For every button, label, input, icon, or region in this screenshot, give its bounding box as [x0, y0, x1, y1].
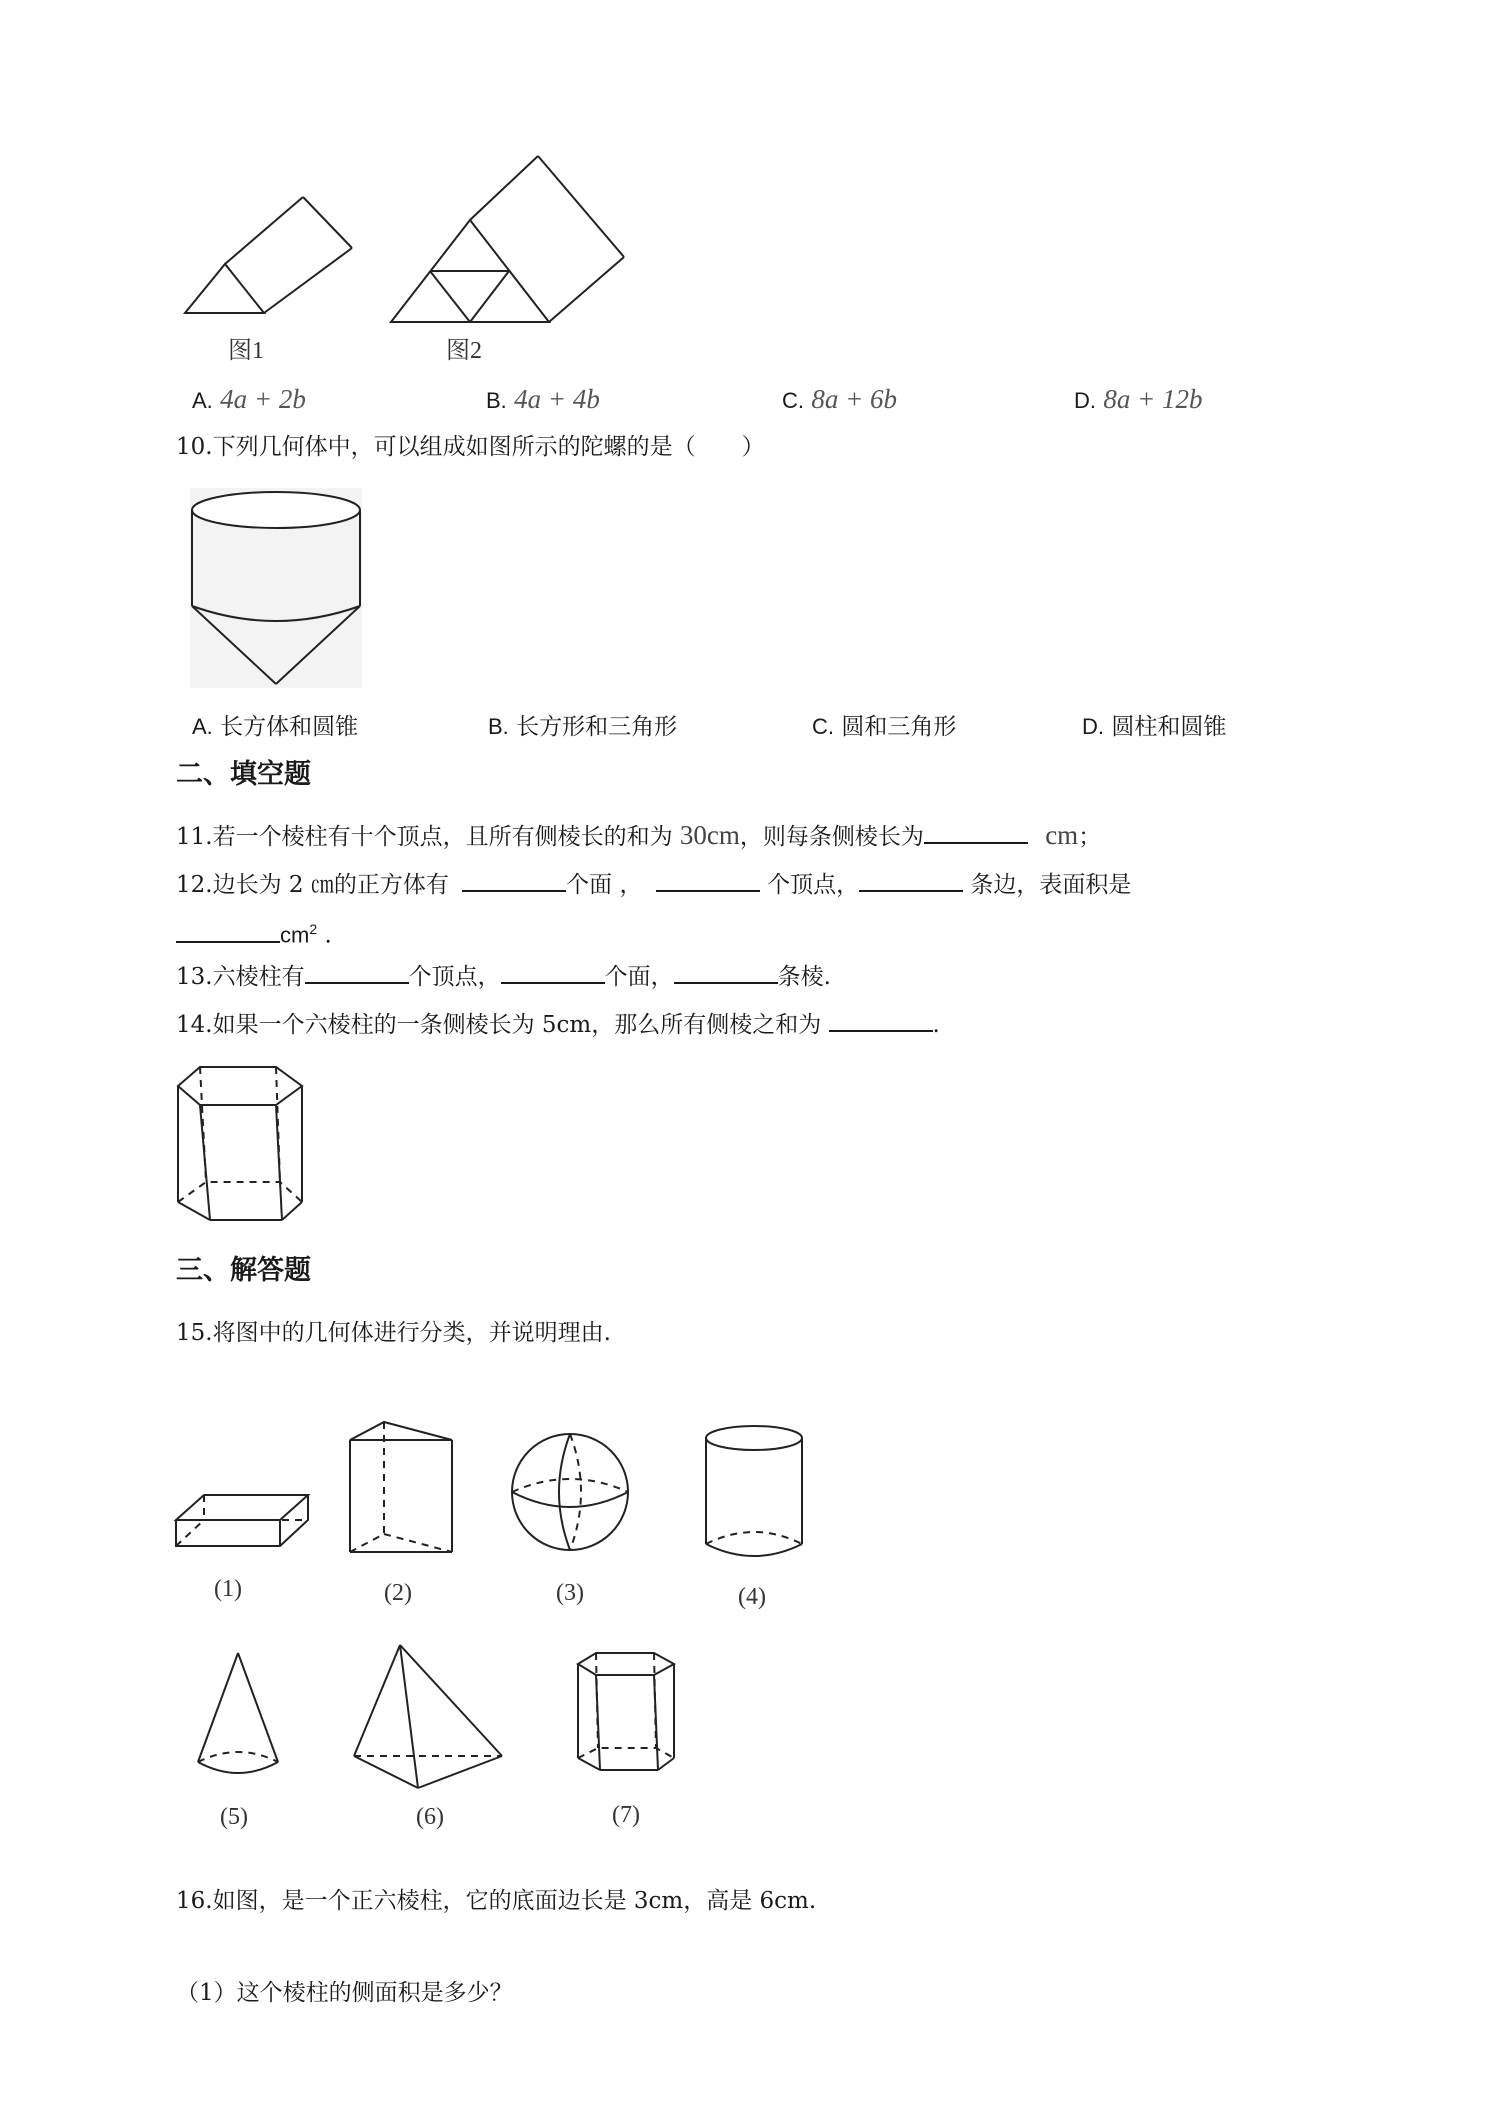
- q12-edges-blank[interactable]: [859, 868, 963, 892]
- solid-2-label: (2): [384, 1580, 412, 1606]
- hexagonal-prism-figure: [176, 1062, 316, 1228]
- solid-7-label: (7): [612, 1802, 640, 1828]
- q14-question: 14.如果一个六棱柱的一条侧棱长为 5cm，那么所有侧棱之和为 .: [176, 1008, 940, 1040]
- q13-vertices-blank[interactable]: [305, 960, 409, 984]
- q9-option-c[interactable]: C. 8a + 6b: [782, 384, 898, 414]
- q16-question: 16.如图，是一个正六棱柱，它的底面边长是 3cm，高是 6cm.: [176, 1888, 817, 1914]
- figure-1-caption: 图1: [228, 338, 264, 364]
- solid-2-triangular-prism: [348, 1418, 458, 1558]
- solid-3-sphere: [508, 1430, 632, 1554]
- solid-4-cylinder: [700, 1424, 810, 1560]
- q10-option-d[interactable]: D. 圆柱和圆锥: [1082, 714, 1227, 740]
- q13-faces-blank[interactable]: [501, 960, 605, 984]
- q11-answer-blank[interactable]: [924, 820, 1028, 844]
- solid-4-label: (4): [738, 1584, 766, 1610]
- q10-question: 10.下列几何体中，可以组成如图所示的陀螺的是（ ）: [176, 434, 765, 460]
- q9-option-a[interactable]: A. 4a + 2b: [192, 384, 306, 414]
- solid-5-label: (5): [220, 1804, 248, 1830]
- figure-2-caption: 图2: [446, 338, 482, 364]
- solid-1-label: (1): [214, 1576, 242, 1602]
- q10-option-c[interactable]: C. 圆和三角形: [812, 714, 957, 740]
- solid-1-cuboid: [174, 1492, 314, 1562]
- triangular-prism-figure-2: [388, 152, 628, 332]
- q14-answer-blank[interactable]: [829, 1008, 933, 1032]
- solid-3-label: (3): [556, 1580, 584, 1606]
- q16-subquestion-1: （1）这个棱柱的侧面积是多少？: [176, 1980, 513, 2006]
- q12-question-line2: $cm^2$ .: [176, 914, 332, 951]
- spinning-top-figure: [190, 488, 362, 688]
- q9-option-b[interactable]: B. 4a + 4b: [486, 384, 600, 414]
- q13-edges-blank[interactable]: [674, 960, 778, 984]
- q10-option-b[interactable]: B. 长方形和三角形: [488, 714, 678, 740]
- q10-option-a[interactable]: A. 长方体和圆锥: [192, 714, 359, 740]
- q12-faces-blank[interactable]: [462, 868, 566, 892]
- solid-5-cone: [194, 1650, 284, 1786]
- q15-question: 15.将图中的几何体进行分类，并说明理由.: [176, 1320, 611, 1346]
- q12-vertices-blank[interactable]: [656, 868, 760, 892]
- q9-option-d[interactable]: D. 8a + 12b: [1074, 384, 1203, 414]
- triangular-prism-figure-1: [180, 188, 360, 318]
- solid-7-hexagonal-prism: [576, 1650, 680, 1776]
- section-heading-fill-in: 二、填空题: [176, 759, 311, 790]
- q12-question-line1: 12.边长为 2 ㎝的正方体有 个面 ， 个顶点， 条边，表面积是: [176, 868, 1131, 900]
- q13-question: 13.六棱柱有 个顶点， 个面， 条棱.: [176, 960, 831, 992]
- q11-question: 11.若一个棱柱有十个顶点，且所有侧棱长的和为 30cm，则每条侧棱长为 cm；: [176, 820, 1102, 850]
- solid-6-pyramid: [350, 1642, 510, 1792]
- q12-surface-area-blank[interactable]: [176, 919, 280, 943]
- solid-6-label: (6): [416, 1804, 444, 1830]
- section-heading-answer: 三、解答题: [176, 1255, 311, 1286]
